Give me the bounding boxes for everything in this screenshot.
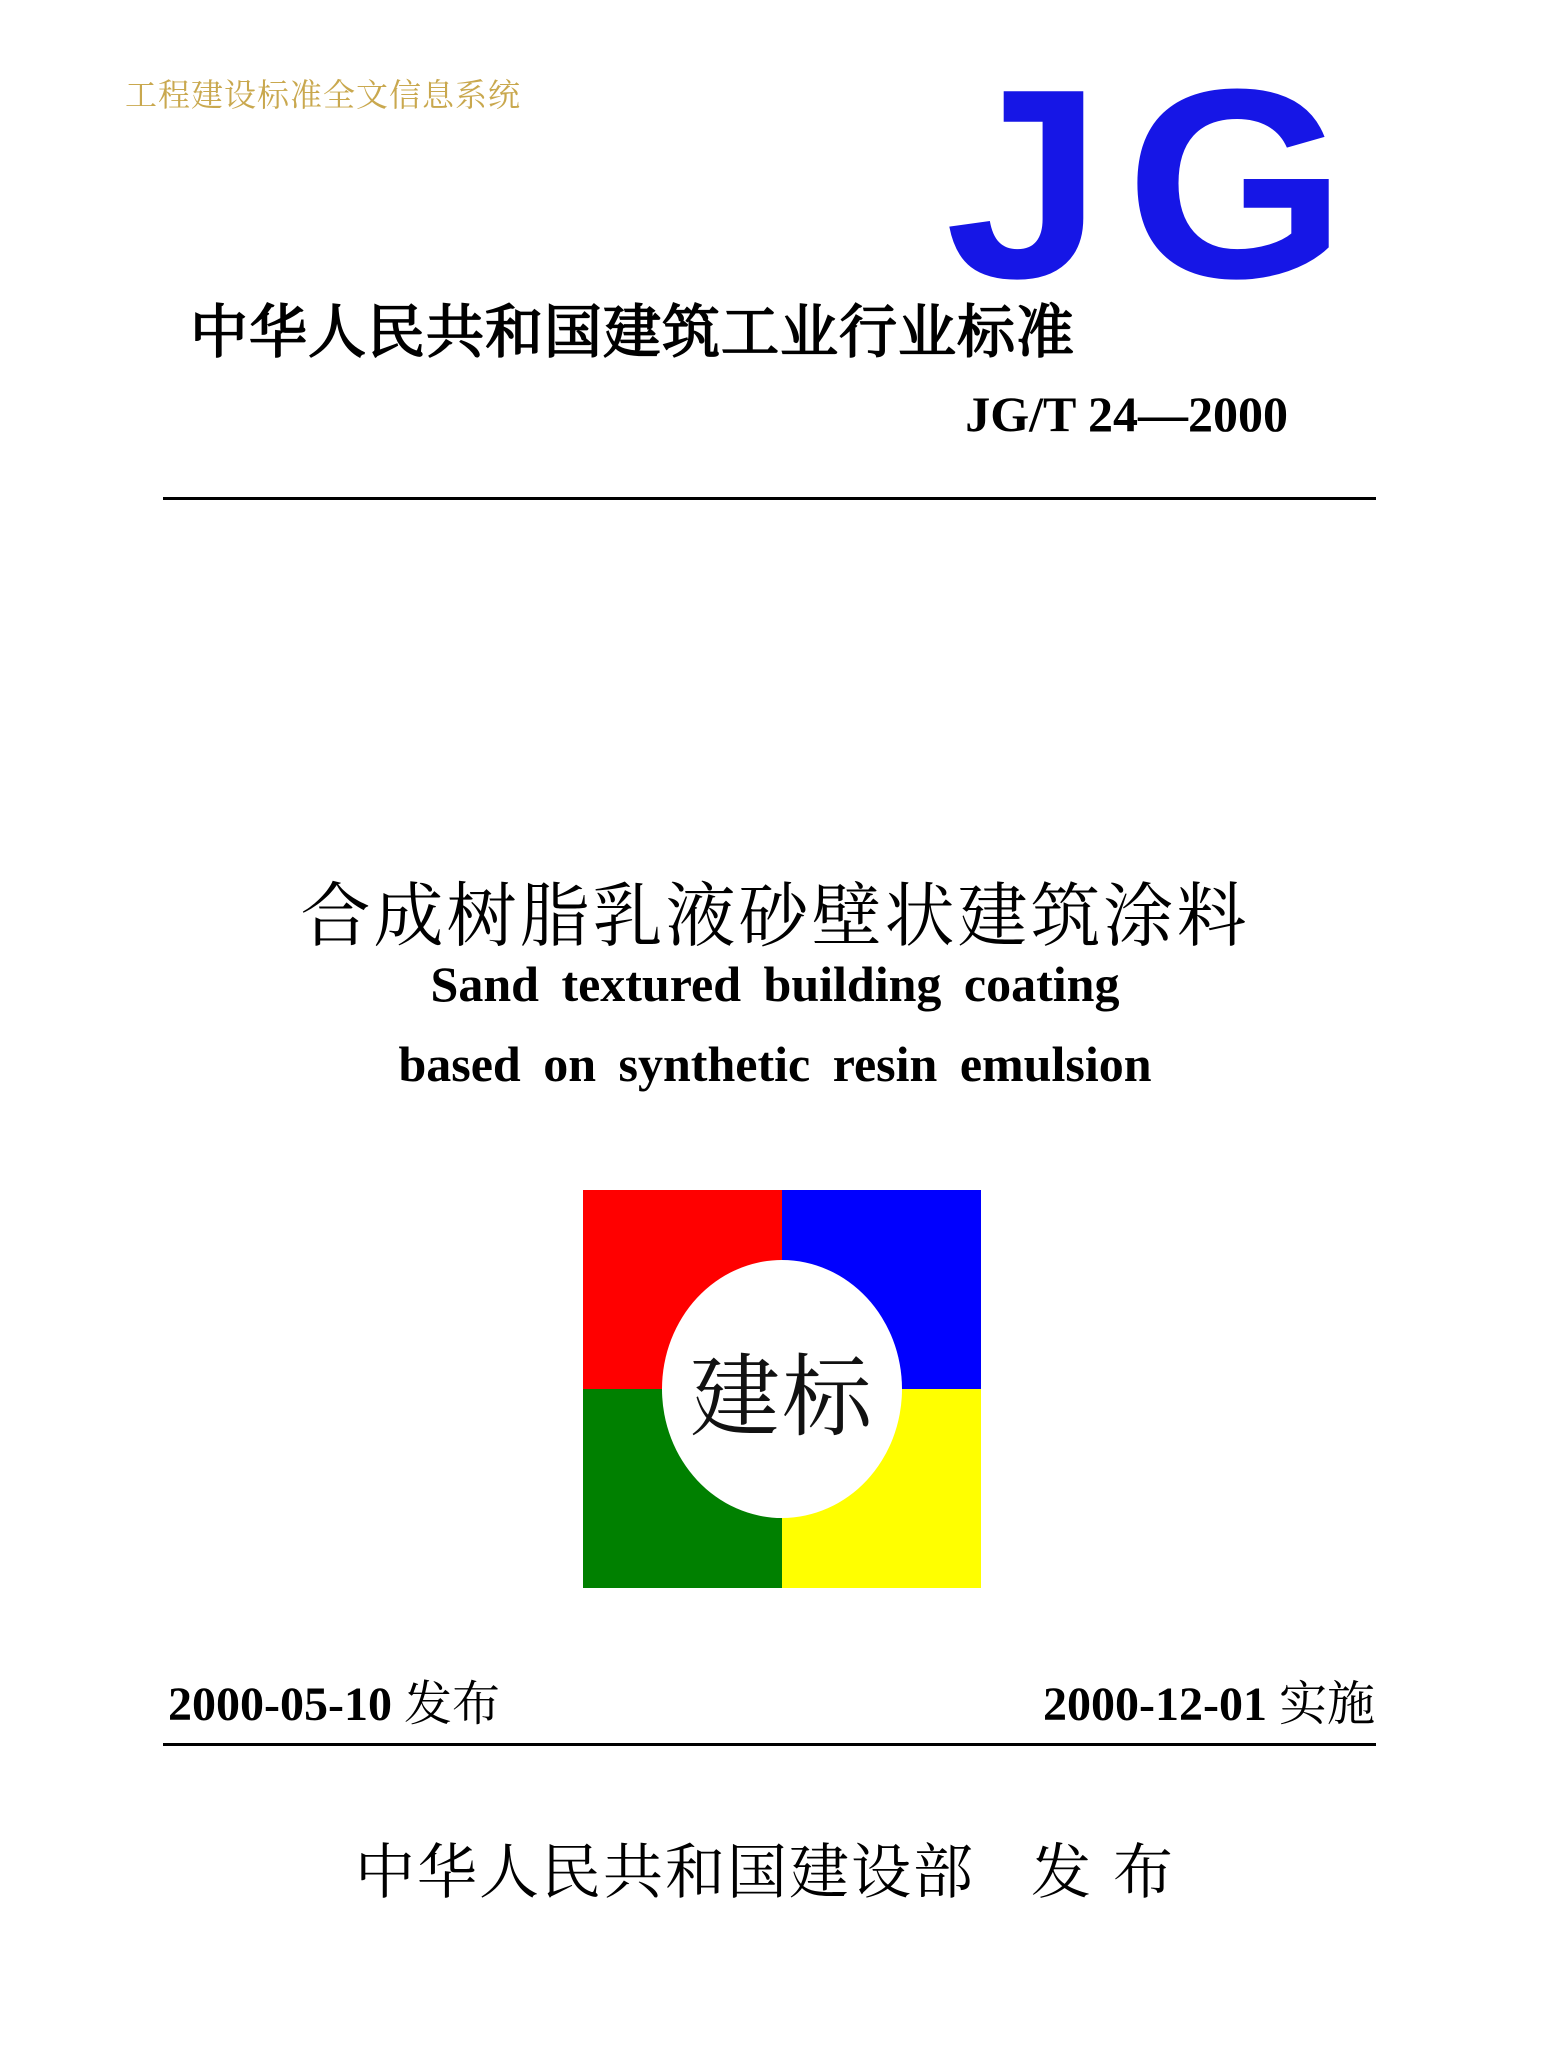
top-divider — [163, 497, 1376, 500]
implementation-date: 2000-12-01 — [1043, 1678, 1267, 1731]
jianbiao-emblem — [583, 1190, 981, 1588]
emblem-center-circle — [662, 1260, 902, 1518]
document-title-english-line2: based on synthetic resin emulsion — [398, 1036, 1152, 1092]
issuer-line — [355, 1825, 1195, 1911]
issuer-name: 中华人民共和国建设部 — [355, 1838, 975, 1908]
industry-standard-title: 中华人民共和国建筑工业行业标准 — [190, 298, 1076, 366]
emblem-text: 建标 — [690, 1345, 874, 1450]
implementation-date-line — [1043, 1665, 1375, 1734]
implementation-label: 实施 — [1278, 1676, 1375, 1732]
issue-date: 2000-05-10 — [168, 1678, 392, 1731]
document-title-chinese: 合成树脂乳液砂壁状建筑涂料 — [300, 875, 1250, 957]
jg-logo: JG — [945, 34, 1370, 335]
standard-number: JG/T 24—2000 — [965, 386, 1288, 442]
watermark-text: 工程建设标准全文信息系统 — [125, 76, 522, 114]
bottom-divider — [163, 1743, 1376, 1746]
document-title-english-line1: Sand textured building coating — [430, 956, 1120, 1012]
issue-date-line — [168, 1665, 500, 1734]
issue-label: 发布 — [403, 1676, 500, 1732]
issuer-label: 发布 — [1031, 1838, 1195, 1908]
